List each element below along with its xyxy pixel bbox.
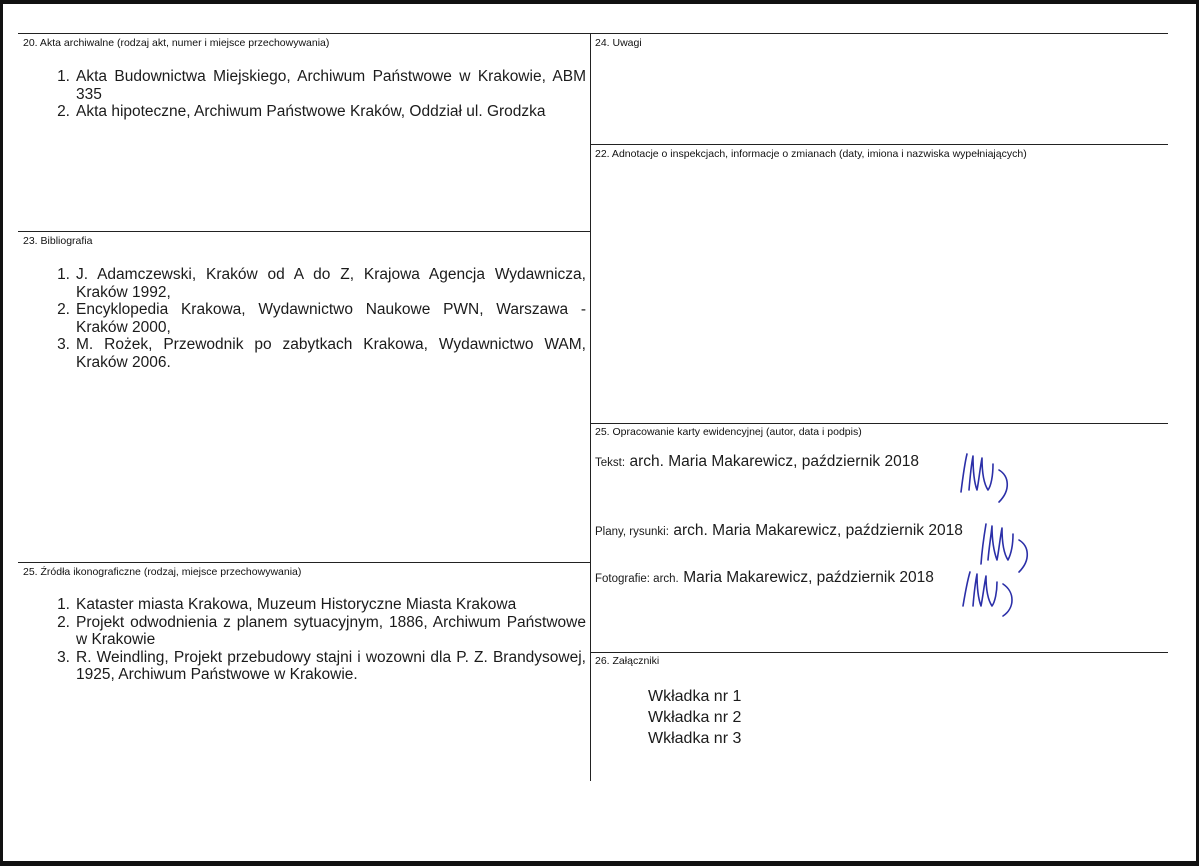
- signature-icon: [955, 446, 1015, 508]
- section-20-list: [52, 68, 586, 121]
- credit-text: Tekst: arch. Maria Makarewicz, październik 2018: [595, 453, 919, 470]
- scan-border-left: [0, 0, 3, 866]
- list-item: 2. Akta hipoteczne, Archiwum Państwowe Kraków, Oddział ul. Grodzka: [57, 103, 546, 120]
- signature-icon: [957, 564, 1019, 626]
- rule-s22: [590, 144, 1168, 145]
- section-23-label: 23. Bibliografia: [23, 235, 93, 247]
- section-22-label: 22. Adnotacje o inspekcjach, informacje o zmianach (daty, imiona i nazwiska wypełniających): [595, 148, 1027, 160]
- scan-border-top: [0, 0, 1199, 4]
- attachment-item: Wkładka nr 2: [648, 709, 742, 726]
- list-item: 1. Akta Budownictwa Miejskiego, Archiwum Państwowe w Krakowie, ABM 335: [57, 68, 586, 103]
- list-item: 3. R. Weindling, Projekt przebudowy stajni i wozowni dla P. Z. Brandysowej, 1925, Archiwum Państwowe w Krakowie.: [57, 648, 586, 683]
- attachment-item: Wkładka nr 1: [648, 688, 742, 705]
- section-20-label: 20. Akta archiwalne (rodzaj akt, numer i miejsce przechowywania): [23, 37, 330, 49]
- section-26-label: 26. Załączniki: [595, 655, 660, 667]
- section-25a-label: 25. Opracowanie karty ewidencyjnej (autor, data i podpis): [595, 426, 862, 438]
- scan-border-bottom: [0, 861, 1199, 866]
- column-divider: [590, 33, 591, 781]
- rule-s25a: [590, 423, 1168, 424]
- attachments-list: [648, 686, 741, 749]
- list-item: 2. Projekt odwodnienia z planem sytuacyjnym, 1886, Archiwum Państwowe w Krakowie: [57, 613, 586, 648]
- rule-top: [18, 33, 1168, 34]
- rule-s23: [18, 231, 590, 232]
- section-24-label: 24. Uwagi: [595, 37, 642, 49]
- section-25b-list: [52, 596, 586, 684]
- credit-photos: Fotografie: arch. Maria Makarewicz, październik 2018: [595, 569, 934, 586]
- list-item: 3. M. Rożek, Przewodnik po zabytkach Krakowa, Wydawnictwo WAM, Kraków 2006.: [57, 336, 586, 371]
- rule-s26: [590, 652, 1168, 653]
- list-item: 2. Encyklopedia Krakowa, Wydawnictwo Naukowe PWN, Warszawa - Kraków 2000,: [57, 301, 586, 336]
- list-item: 1. Kataster miasta Krakowa, Muzeum Historyczne Miasta Krakowa: [57, 596, 517, 613]
- list-item: 1. J. Adamczewski, Kraków od A do Z, Krajowa Agencja Wydawnicza, Kraków 1992,: [57, 266, 586, 301]
- attachment-item: Wkładka nr 3: [648, 730, 742, 747]
- credit-plans: Plany, rysunki: arch. Maria Makarewicz, październik 2018: [595, 522, 963, 539]
- section-25b-label: 25. Źródła ikonograficzne (rodzaj, miejsce przechowywania): [23, 566, 302, 578]
- rule-s25b: [18, 562, 590, 563]
- section-23-list: [52, 266, 586, 371]
